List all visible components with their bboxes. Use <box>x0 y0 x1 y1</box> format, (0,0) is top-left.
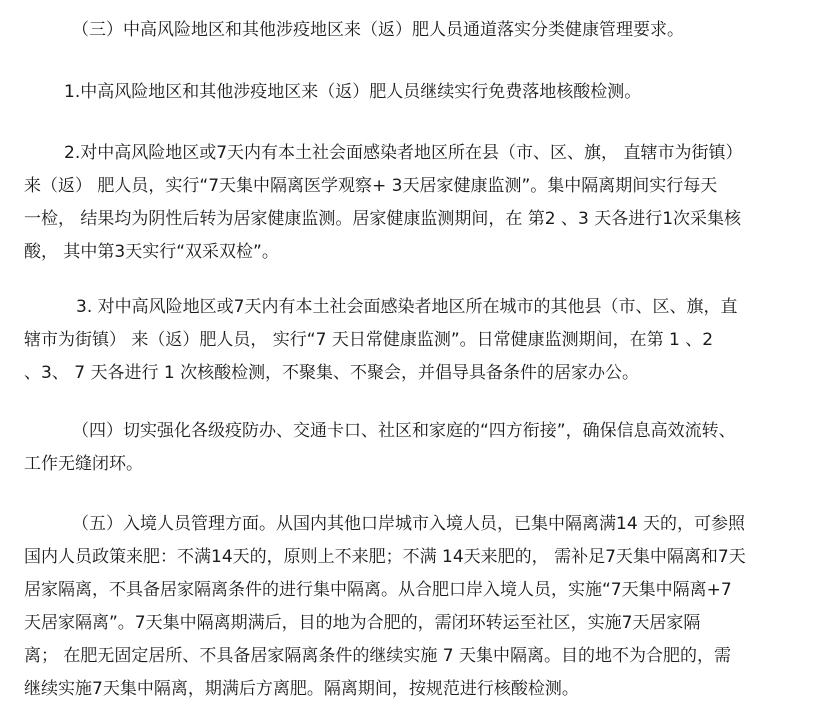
text-line: 辖市为街镇） 来（返）肥人员， 实行“7 天日常健康监测”。日常健康监测期间，在第 1 、2 <box>24 330 714 350</box>
text-line: 一检， 结果均为阴性后转为居家健康监测。居家健康监测期间，在 第2 、3 天各进行1次采集核 <box>24 209 742 229</box>
section-5 <box>24 508 794 706</box>
text-line: （五）入境人员管理方面。从国内其他口岸城市入境人员，已集中隔离满14 天的，可参照 <box>72 514 746 534</box>
text-line: 3. 对中高风险地区或7天内有本土社会面感染者地区所在城市的其他县（市、区、旗，直 <box>76 297 738 317</box>
text-line: （三）中高风险地区和其他涉疫地区来（返）肥人员通道落实分类健康管理要求。 <box>72 20 684 40</box>
text-line: 2.对中高风险地区或7天内有本土社会面感染者地区所在县（市、区、旗， 直辖市为街镇） <box>64 143 743 163</box>
text-line: 、3、 7 天各进行 1 次核酸检测，不聚集、不聚会，并倡导具备条件的居家办公。 <box>24 363 640 383</box>
section-3-item-3 <box>24 291 794 390</box>
section-4 <box>24 415 794 481</box>
text-line: 天居家隔离”。7天集中隔离期满后，目的地为合肥的，需闭环转运至社区，实施7天居家隔 <box>24 613 701 633</box>
section-3-item-1 <box>24 76 794 109</box>
text-line: 来（返） 肥人员，实行“7天集中隔离医学观察+ 3天居家健康监测”。集中隔离期间实行每天 <box>24 176 718 196</box>
text-line: （四）切实强化各级疫防办、交通卡口、社区和家庭的“四方衔接”，确保信息高效流转、 <box>72 421 736 441</box>
section-3-heading <box>24 14 794 47</box>
text-line: 国内人员政策来肥：不满14天的，原则上不来肥；不满 14天来肥的， 需补足7天集中隔离和7天 <box>24 547 746 567</box>
text-line: 工作无缝闭环。 <box>24 454 143 474</box>
text-line: 离； 在肥无固定居所、不具备居家隔离条件的继续实施 7 天集中隔离。目的地不为合肥的，需 <box>24 646 732 666</box>
text-line: 居家隔离，不具备居家隔离条件的进行集中隔离。从合肥口岸入境人员，实施“7天集中隔离+7 <box>24 580 732 600</box>
text-line: 1.中高风险地区和其他涉疫地区来（返）肥人员继续实行免费落地核酸检测。 <box>64 82 642 102</box>
text-line: 酸， 其中第3天实行“双采双检”。 <box>24 242 279 262</box>
text-line: 继续实施7天集中隔离，期满后方离肥。隔离期间，按规范进行核酸检测。 <box>24 679 579 699</box>
section-3-item-2 <box>24 137 794 269</box>
